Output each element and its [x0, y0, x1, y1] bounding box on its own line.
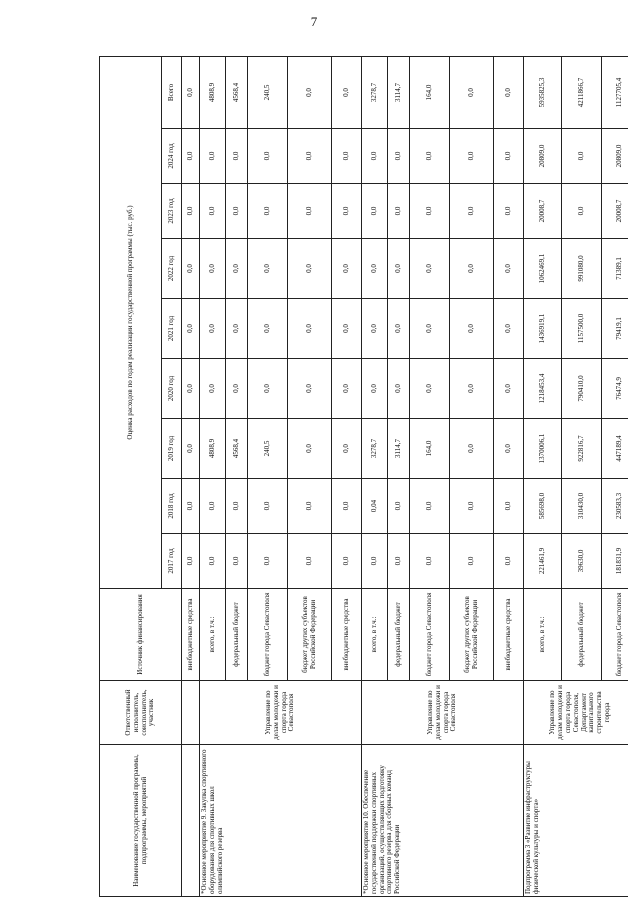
year-value-cell: 0,0: [332, 479, 362, 534]
year-value-cell: 1218453,4: [524, 359, 562, 419]
year-value-cell: 0,0: [226, 299, 248, 359]
year-value-cell: 0,0: [288, 359, 332, 419]
program-name-cell: [182, 745, 200, 897]
year-value-cell: 0,0: [182, 184, 200, 239]
year-value-cell: 0,0: [200, 534, 226, 589]
header-year: 2019 год: [162, 419, 182, 479]
year-value-cell: 790410,0: [562, 359, 602, 419]
year-value-cell: 20809,0: [524, 129, 562, 184]
year-value-cell: 4808,9: [200, 419, 226, 479]
total-cell: 0,0: [494, 56, 524, 128]
year-value-cell: 0,0: [332, 129, 362, 184]
year-value-cell: 0,0: [182, 534, 200, 589]
funding-source-cell: федеральный бюджет: [562, 589, 602, 681]
year-value-cell: 0,0: [494, 534, 524, 589]
year-value-cell: 0,0: [332, 299, 362, 359]
year-value-cell: 164,0: [410, 419, 450, 479]
year-value-cell: 922816,7: [562, 419, 602, 479]
header-year: 2018 год: [162, 479, 182, 534]
year-value-cell: 0,0: [362, 184, 388, 239]
year-value-cell: 20008,7: [602, 184, 628, 239]
year-value-cell: 0,0: [288, 419, 332, 479]
table-row: [524, 56, 562, 896]
funding-source-cell: бюджет других субъектов Российской Федерации: [288, 589, 332, 681]
year-value-cell: 0,0: [182, 299, 200, 359]
year-value-cell: 0,0: [362, 534, 388, 589]
year-value-cell: 0,0: [388, 239, 410, 299]
year-value-cell: 0,0: [226, 129, 248, 184]
year-value-cell: 0,0: [248, 129, 288, 184]
year-value-cell: 0,0: [288, 534, 332, 589]
funding-source-cell: всего, в т.ч.:: [200, 589, 226, 681]
header-year: 2021 год: [162, 299, 182, 359]
year-value-cell: 0,0: [362, 299, 388, 359]
year-value-cell: 181831,9: [602, 534, 628, 589]
header-responsible: Ответственный исполнитель, соисполнитель, участник: [100, 681, 182, 745]
funding-source-cell: внебюджетные средства: [182, 589, 200, 681]
year-value-cell: 991080,0: [562, 239, 602, 299]
program-name-cell: *Основное мероприятие 9. Закупка спортивного оборудования для спортивных школ олимпийского резерва: [200, 745, 362, 897]
total-cell: 164,0: [410, 56, 450, 128]
total-cell: 4568,4: [226, 56, 248, 128]
year-value-cell: 0,0: [410, 239, 450, 299]
table-row: [200, 56, 226, 896]
year-value-cell: 20008,7: [524, 184, 562, 239]
table-row: [182, 56, 200, 896]
funding-source-cell: внебюджетные средства: [494, 589, 524, 681]
year-value-cell: 39630,0: [562, 534, 602, 589]
header-year: 2024 год: [162, 129, 182, 184]
year-value-cell: 0,0: [288, 129, 332, 184]
year-value-cell: 79419,1: [602, 299, 628, 359]
funding-source-cell: бюджет других субъектов Российской Федерации: [450, 589, 494, 681]
year-value-cell: 310430,0: [562, 479, 602, 534]
total-cell: 3278,7: [362, 56, 388, 128]
year-value-cell: 0,0: [388, 534, 410, 589]
funding-source-cell: бюджет города Севастополя: [410, 589, 450, 681]
total-cell: 4211866,7: [562, 56, 602, 128]
year-value-cell: 0,0: [182, 419, 200, 479]
year-value-cell: 0,0: [494, 299, 524, 359]
responsible-cell: Управление по делам молодежи и спорта города Севастополя, Департамент капитального строительства города: [524, 681, 628, 745]
year-value-cell: 0,0: [494, 239, 524, 299]
year-value-cell: 221461,9: [524, 534, 562, 589]
header-year: 2022 год: [162, 239, 182, 299]
program-name-cell: Подпрограмма 3 «Развитие инфраструктуры физической культуры и спорта»: [524, 745, 628, 897]
year-value-cell: 0,0: [332, 184, 362, 239]
year-value-cell: 0,0: [226, 479, 248, 534]
year-value-cell: 0,0: [450, 359, 494, 419]
year-value-cell: 0,0: [388, 359, 410, 419]
total-cell: 240,5: [248, 56, 288, 128]
year-value-cell: 0,0: [200, 239, 226, 299]
table-body: [182, 56, 628, 896]
total-cell: 0,0: [450, 56, 494, 128]
funding-source-cell: бюджет города Севастополя: [602, 589, 628, 681]
year-value-cell: 0,0: [494, 419, 524, 479]
header-source: Источник финансирования: [100, 589, 182, 681]
total-cell: 4808,9: [200, 56, 226, 128]
year-value-cell: 3114,7: [388, 419, 410, 479]
year-value-cell: 0,0: [226, 534, 248, 589]
year-value-cell: 1157500,0: [562, 299, 602, 359]
total-cell: 0,0: [182, 56, 200, 128]
year-value-cell: 0,0: [182, 359, 200, 419]
year-value-cell: 0,0: [200, 129, 226, 184]
year-value-cell: 0,0: [410, 184, 450, 239]
year-value-cell: 0,0: [362, 359, 388, 419]
year-value-cell: 0,0: [450, 479, 494, 534]
year-value-cell: 0,0: [182, 479, 200, 534]
year-value-cell: 71389,1: [602, 239, 628, 299]
year-value-cell: 0,0: [182, 129, 200, 184]
year-value-cell: 0,0: [332, 419, 362, 479]
table-row: [362, 56, 388, 896]
year-value-cell: 0,0: [450, 129, 494, 184]
year-value-cell: 0,0: [494, 359, 524, 419]
year-value-cell: 0,0: [288, 479, 332, 534]
year-value-cell: 0,0: [410, 534, 450, 589]
year-value-cell: 0,0: [562, 184, 602, 239]
year-value-cell: 4568,4: [226, 419, 248, 479]
funding-source-cell: внебюджетные средства: [332, 589, 362, 681]
year-value-cell: 1370006,1: [524, 419, 562, 479]
year-value-cell: 0,04: [362, 479, 388, 534]
page-number: 7: [310, 14, 318, 29]
header-name: Наименование государственной программы, подпрограммы, мероприятий: [100, 745, 182, 897]
header-year: 2020 год: [162, 359, 182, 419]
header-total: Всего: [162, 56, 182, 128]
year-value-cell: 230583,3: [602, 479, 628, 534]
funding-source-cell: федеральный бюджет: [388, 589, 410, 681]
funding-source-cell: всего, в т.ч.:: [524, 589, 562, 681]
year-value-cell: 0,0: [248, 534, 288, 589]
year-value-cell: 3278,7: [362, 419, 388, 479]
funding-source-cell: всего, в т.ч.:: [362, 589, 388, 681]
total-cell: 5935825,3: [524, 56, 562, 128]
year-value-cell: 0,0: [200, 479, 226, 534]
year-value-cell: 0,0: [248, 184, 288, 239]
year-value-cell: 0,0: [200, 299, 226, 359]
year-value-cell: 0,0: [288, 184, 332, 239]
funding-source-cell: бюджет города Севастополя: [248, 589, 288, 681]
year-value-cell: 0,0: [248, 299, 288, 359]
year-value-cell: 0,0: [248, 239, 288, 299]
year-value-cell: 0,0: [450, 239, 494, 299]
total-cell: 3114,7: [388, 56, 410, 128]
year-value-cell: 0,0: [388, 299, 410, 359]
year-value-cell: 0,0: [226, 184, 248, 239]
year-value-cell: 0,0: [248, 359, 288, 419]
year-value-cell: 0,0: [182, 239, 200, 299]
year-value-cell: 1062469,1: [524, 239, 562, 299]
year-value-cell: 0,0: [226, 359, 248, 419]
responsible-cell: Управление по делам молодежи и спорта города Севастополя: [200, 681, 362, 745]
header-year: 2017 год: [162, 534, 182, 589]
year-value-cell: 0,0: [388, 479, 410, 534]
year-value-cell: 240,5: [248, 419, 288, 479]
year-value-cell: 0,0: [494, 479, 524, 534]
expenses-table: [99, 56, 628, 897]
year-value-cell: 0,0: [450, 534, 494, 589]
year-value-cell: 0,0: [248, 479, 288, 534]
year-value-cell: 0,0: [388, 129, 410, 184]
year-value-cell: 0,0: [562, 129, 602, 184]
year-value-cell: 76474,9: [602, 359, 628, 419]
year-value-cell: 0,0: [450, 184, 494, 239]
total-cell: 0,0: [332, 56, 362, 128]
year-value-cell: 0,0: [410, 129, 450, 184]
year-value-cell: 1436919,1: [524, 299, 562, 359]
header-year: 2023 год: [162, 184, 182, 239]
table-sheet: [99, 57, 623, 897]
year-value-cell: 0,0: [200, 359, 226, 419]
year-value-cell: 0,0: [332, 239, 362, 299]
responsible-cell: [182, 681, 200, 745]
year-value-cell: 0,0: [410, 479, 450, 534]
year-value-cell: 0,0: [388, 184, 410, 239]
year-value-cell: 0,0: [200, 184, 226, 239]
year-value-cell: 0,0: [410, 299, 450, 359]
year-value-cell: 20809,0: [602, 129, 628, 184]
total-cell: 1127705,4: [602, 56, 628, 128]
header-estimate: Оценка расходов по годам реализации государственной программы (тыс. руб.): [100, 56, 162, 588]
year-value-cell: 0,0: [288, 239, 332, 299]
year-value-cell: 0,0: [332, 534, 362, 589]
year-value-cell: 0,0: [450, 419, 494, 479]
year-value-cell: 0,0: [332, 359, 362, 419]
year-value-cell: 0,0: [362, 129, 388, 184]
year-value-cell: 0,0: [226, 239, 248, 299]
year-value-cell: 0,0: [362, 239, 388, 299]
year-value-cell: 0,0: [288, 299, 332, 359]
year-value-cell: 0,0: [494, 184, 524, 239]
funding-source-cell: федеральный бюджет: [226, 589, 248, 681]
year-value-cell: 0,0: [494, 129, 524, 184]
responsible-cell: Управление по делам молодежи и спорта города Севастополя: [362, 681, 524, 745]
year-value-cell: 0,0: [410, 359, 450, 419]
year-value-cell: 0,0: [450, 299, 494, 359]
total-cell: 0,0: [288, 56, 332, 128]
rotated-table-wrapper: [99, 57, 623, 897]
year-value-cell: 585698,0: [524, 479, 562, 534]
program-name-cell: *Основное мероприятие 10. Обеспечение государственной поддержки спортивных организаций, осуществляющих подготовку спортивного резерва для сборных команд Российской Федерации: [362, 745, 524, 897]
year-value-cell: 447189,4: [602, 419, 628, 479]
